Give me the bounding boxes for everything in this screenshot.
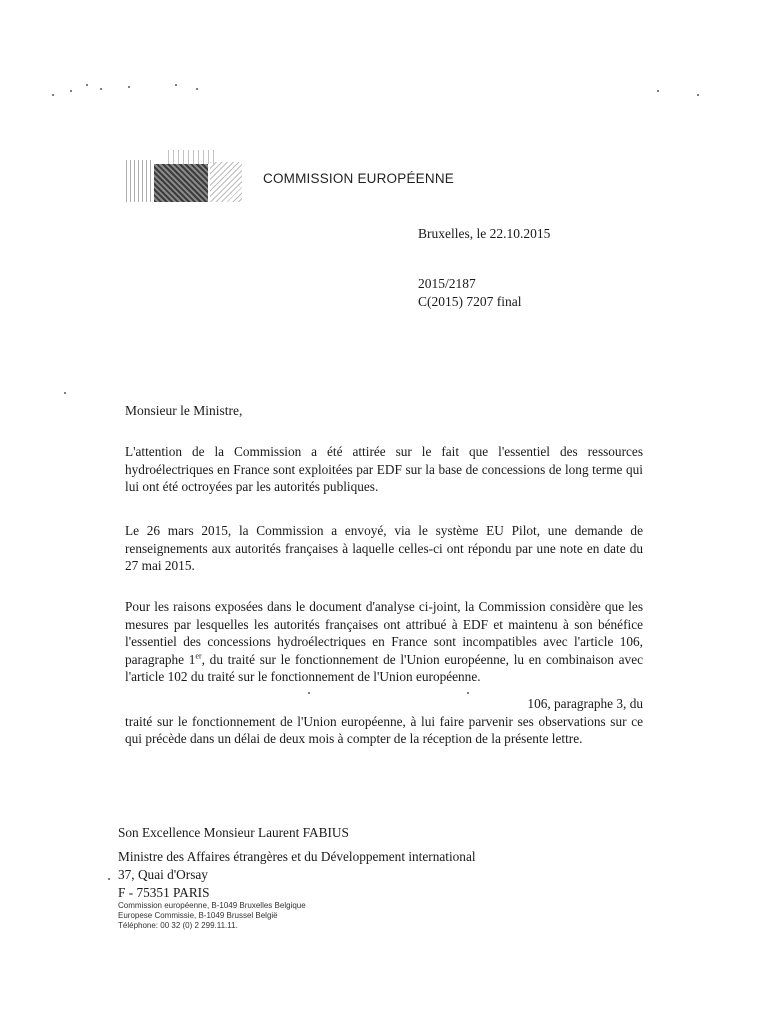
salutation: Monsieur le Ministre, (125, 403, 243, 418)
letter-footer (118, 901, 306, 931)
addressee-block (118, 824, 476, 902)
decision-reference: C(2015) 7207 final (418, 294, 522, 309)
addressee-ministry: Ministre des Affaires étrangères et du Développement international (118, 849, 476, 864)
paragraph-line: traité sur le fonctionnement de l'Union européenne, à lui faire parvenir ses observations sur ce (125, 713, 643, 729)
paragraph-line: lui ont été octroyées par les autorités publiques. (125, 479, 379, 494)
paragraph-3 (125, 598, 643, 686)
footer-address-nl: Europese Commissie, B-1049 Brussel België (118, 911, 278, 920)
paragraph-2 (125, 522, 643, 575)
addressee-city: F - 75351 PARIS (118, 885, 210, 900)
addressee-street: 37, Quai d'Orsay (118, 867, 208, 882)
paragraph-line: l'essentiel des concessions hydroélectriques en France sont incompatibles avec l'article 106, (125, 634, 643, 649)
paragraph-line: qui précède dans un délai de deux mois à compter de la réception de la présente lettre. (125, 731, 583, 746)
place-and-date: Bruxelles, le 22.10.2015 (418, 226, 551, 241)
paragraph-line: 106, paragraphe 3, du (527, 696, 643, 711)
logo-building-left (126, 160, 154, 202)
reference-number: 2015/2187 (418, 276, 476, 291)
paragraph-line: 27 mai 2015. (125, 558, 195, 573)
eu-flag-icon (154, 164, 208, 202)
organization-name: COMMISSION EUROPÉENNE (263, 171, 454, 186)
paragraph-1 (125, 443, 643, 496)
logo-building-right (210, 162, 242, 202)
paragraph-line: Le 26 mars 2015, la Commission a envoyé, via le système EU Pilot, une demande de (125, 523, 643, 538)
paragraph-line: renseignements aux autorités françaises à laquelle celles-ci ont répondu par une note en date du (125, 540, 643, 556)
paragraph-line-part: , du traité sur le fonctionnement de l'Union européenne, lu en combinaison avec (201, 651, 644, 667)
paragraph-4 (125, 695, 643, 748)
paragraph-line-part: paragraphe 1 (125, 651, 196, 667)
paragraph-line: l'article 102 du traité sur le fonctionnement de l'Union européenne. (125, 669, 481, 684)
footer-telephone: Téléphone: 00 32 (0) 2 299.11.11. (118, 921, 238, 930)
paragraph-line: hydroélectriques en France sont exploitées par EDF sur la base de concessions de long terme qui (125, 461, 643, 477)
superscript: er (195, 651, 202, 661)
addressee-name: Son Excellence Monsieur Laurent FABIUS (118, 825, 349, 840)
paragraph-line: mesures par lesquelles les autorités françaises ont attribué à EDF et maintenu à son bénéfice (125, 616, 643, 632)
commission-logo (126, 150, 246, 206)
paragraph-line (125, 651, 643, 669)
footer-address-fr: Commission européenne, B-1049 Bruxelles Belgique (118, 901, 306, 910)
paragraph-line: Pour les raisons exposées dans le document d'analyse ci-joint, la Commission considère que les (125, 599, 643, 614)
paragraph-line: L'attention de la Commission a été attirée sur le fait que l'essentiel des ressources (125, 444, 643, 459)
